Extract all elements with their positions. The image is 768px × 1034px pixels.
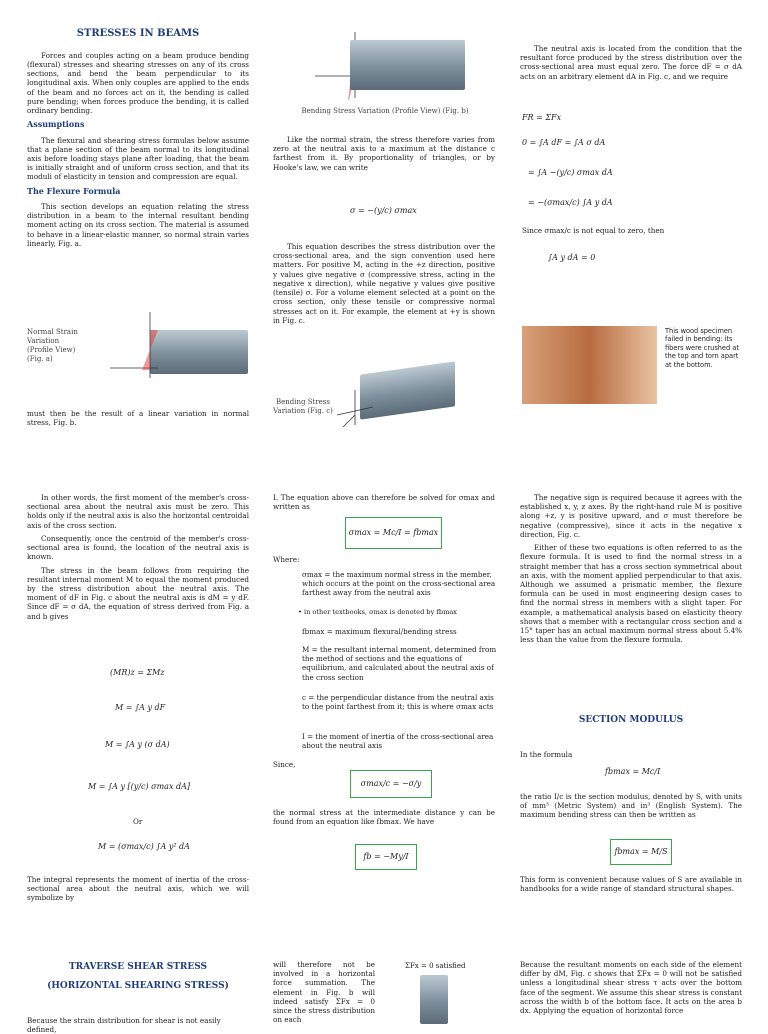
- section-modulus-heading: SECTION MODULUS: [578, 715, 684, 725]
- flexure-paragraph: This section develops an equation relating the stress distribution in a beam to the internal resultant bending moment acting on its cross section. The material is assumed to behave in a linear-elastic manner, so normal strain varies linearly, Fig. a.: [27, 201, 249, 248]
- intermediate-stress-paragraph: the normal stress at the intermediate distance y can be found from an equation like fbmax. We have: [273, 808, 495, 827]
- column-9: [520, 960, 742, 1019]
- moment-of-inertia-paragraph: The integral represents the moment of inertia of the cross-sectional area about the neutral axis, which we will symbolize by: [27, 875, 249, 903]
- column-2b: [273, 242, 495, 329]
- column-3: [520, 44, 742, 85]
- or-label: Or: [133, 817, 143, 826]
- fbmax-equation: fbmax = Mc/I: [605, 767, 661, 776]
- neutral-axis-paragraph: The neutral axis is located from the condition that the resultant force produced by the stress distribution over the cross-sectional area must equal zero. The force dF = σ dA acts on an arbitrary element dA in Fig. c, and we require: [520, 44, 742, 81]
- figure-a-beam: [150, 330, 248, 374]
- shear-stress-subheading: (HORIZONTAL SHEARING STRESS): [47, 981, 229, 991]
- first-moment-paragraph: In other words, the first moment of the member's cross-sectional area about the neutral axis must be zero. This holds only if the neutral axis is also the horizontal centroidal axis of the cross section.: [27, 493, 249, 530]
- section-modulus-box: fbmax = M/S: [610, 839, 672, 865]
- force-sum-equation: FR = ΣFx: [522, 113, 562, 122]
- stress-equation: σ = −(y/c) σmax: [350, 206, 417, 215]
- figure-c-axes: [335, 385, 375, 430]
- moment-integral-equation: M = ∫A y dF: [115, 703, 166, 712]
- sign-convention-paragraph: This equation describes the stress distribution over the cross-sectional area, and the sign convention used here matters. For positive M, acting in the +z direction, positive y values give negative σ (compressive stress, acting in the negative x direction), while negative y values give positive (tensile) σ. For a volume element selected at a point on the cross section, only these tensile or compressive normal stresses act on it. For example, the element at +y is shown in Fig. c.: [273, 242, 495, 325]
- definition-sigma-max: σmax = the maximum normal stress in the member, which occurs at the point on the cross-sectional area farthest away from the neutral axis: [302, 570, 496, 598]
- flexure-heading: The Flexure Formula: [27, 185, 121, 196]
- force-integral-equation: 0 = ∫A dF = ∫A σ dA: [522, 138, 606, 147]
- column-5: [273, 493, 495, 515]
- wood-specimen-photo: [522, 326, 657, 404]
- shear-stress-heading: TRAVERSE SHEAR STRESS: [68, 962, 208, 972]
- definition-fbmax: fbmax = maximum flexural/bending stress: [302, 627, 457, 636]
- wood-specimen-caption: This wood specimen failed in bending: its fibers were crushed at the top and torn apart at the bottom.: [665, 327, 739, 369]
- definition-c: c = the perpendicular distance from the neutral axis to the point farthest from it; this is where σmax acts: [302, 693, 494, 712]
- column-6c: [520, 875, 742, 897]
- flexure-formula-box: σmax = Mc/I = fbmax: [345, 517, 442, 549]
- since-label: Since,: [273, 760, 296, 769]
- column-6: [520, 493, 742, 649]
- moment-inertia-equation: M = (σmax/c) ∫A y² dA: [98, 842, 190, 851]
- figure-b-caption: Bending Stress Variation (Profile View) (Fig. b): [301, 107, 469, 115]
- shear-right-paragraph: Because the resultant moments on each side of the element differ by dM, Fig. c shows that ΣFx = 0 will not be satisfied unless a longitudinal shear stress τ acts over the bottom face of the segment. We assume this shear stress is constant across the width b of the bottom face. It acts on the area b dx. Applying the equation of horizontal force: [520, 960, 742, 1016]
- figure-a-strain-diagram: [110, 310, 160, 380]
- figure-a-followup: must then be the result of a linear variation in normal stress, Fig. b.: [27, 409, 249, 428]
- since-line: Since σmax/c is not equal to zero, then: [522, 226, 665, 235]
- column-4: [27, 493, 249, 625]
- where-label: Where:: [273, 555, 300, 564]
- column-4b: [27, 875, 249, 907]
- intro-paragraph: Forces and couples acting on a beam produce bending (flexural) stresses and shearing stresses on any of its cross sections, and bend the beam perpendicular to its longitudinal axis. When only couples are applied to the ends of the beam and no forces act on it, the bending is called pure bending; when forces produce the bending, it is called ordinary bending.: [27, 50, 249, 116]
- figure-b-beam: [350, 40, 465, 90]
- page-title: STRESSES IN BEAMS: [76, 28, 200, 39]
- column-5b: [273, 808, 495, 830]
- figure-a-caption: Normal Strain Variation (Profile View) (Fig. a): [27, 328, 78, 363]
- stress-variation-paragraph: Like the normal strain, the stress therefore varies from zero at the neutral axis to a maximum at the distance c farthest from it. By proportionality of triangles, or by Hooke's law, we can write: [273, 135, 495, 172]
- definition-m: M = the resultant internal moment, determined from the method of sections and the equations of equilibrium, and calculated about the neutral axis of the cross section: [302, 645, 497, 682]
- assumptions-paragraph: The flexural and shearing stress formulas below assume that a plane section of the beam normal to its longitudinal axis before loading stays plane after loading, that the beam is initially straight and of uniform cross section, and that its moduli of elasticity in tension and compression are equal.: [27, 135, 249, 182]
- in-the-formula-label: In the formula: [520, 750, 573, 759]
- sum-fx-label: ΣFx = 0 satisfied: [405, 962, 466, 970]
- moment-stress-equation: M = ∫A y (σ dA): [105, 740, 170, 749]
- definition-i: I = the moment of inertia of the cross-sectional area about the neutral axis: [302, 732, 494, 751]
- intermediate-stress-box: fb = −My/I: [355, 844, 417, 870]
- shear-element-figure: [420, 975, 448, 1024]
- moment-sum-equation: (MR)z = ΣMz: [110, 668, 165, 677]
- solve-paragraph: I. The equation above can therefore be solved for σmax and written as: [273, 493, 495, 512]
- section-modulus-paragraph: the ratio I/c is the section modulus, denoted by S, with units of mm³ (Metric System) and in³ (English System). The maximum bending stress can then be written as: [520, 792, 742, 820]
- shear-middle-text: will therefore not be involved in a horizontal force summation. The element in Fig. b will indeed satisfy ΣFx = 0 since the stress distribution on each: [273, 960, 375, 1025]
- negative-sign-paragraph: The negative sign is required because it agrees with the established x, y, z axes. By the right-hand rule M is positive along +z, y is positive upward, and σ must therefore be negative (compressive), since it acts in the negative x direction, Fig. c.: [520, 493, 742, 539]
- moment-substituted-equation: M = ∫A y [(y/c) σmax dA]: [88, 782, 191, 791]
- centroid-paragraph: Consequently, once the centroid of the member's cross-sectional area is found, the location of the neutral axis is known.: [27, 533, 249, 562]
- column-2: [273, 135, 495, 176]
- moment-paragraph: The stress in the beam follows from requiring the resultant internal moment M to equal the moment produced by the stress distribution about the neutral axis. The moment of dF in Fig. c about the neutral axis is dM = y dF. Since dF = σ dA, the equation of stress derived from Fig. a and b gives: [27, 565, 249, 621]
- ratio-box: σmax/c = −σ/y: [350, 770, 432, 798]
- force-substituted-equation: = ∫A −(y/c) σmax dA: [528, 168, 613, 177]
- column-1: [27, 28, 249, 252]
- figure-c-caption: Bending Stress Variation (Fig. c): [273, 398, 333, 415]
- handbook-paragraph: This form is convenient because values of S are available in handbooks for a wide range of standard structural shapes.: [520, 875, 742, 894]
- flexure-formula-paragraph: Either of these two equations is often referred to as the flexure formula. It is used to find the normal stress in a straight member that has a cross section symmetrical about an axis, with the moment applied perpendicular to that axis. Although we assumed a prismatic member, the flexure formula can be used in most engineering design cases to find the normal stress in members with a slight taper. For example, a mathematical analysis based on elasticity theory shows that a member with a rectangular cross section and a 15° taper has an actual maximum normal stress about 5.4% less than the value from the flexure formula.: [520, 543, 742, 645]
- definition-note: • in other textbooks, σmax is denoted by fbmax: [298, 608, 458, 616]
- assumptions-heading: Assumptions: [27, 119, 85, 130]
- shear-intro-text: Because the strain distribution for shear is not easily defined,: [27, 1016, 221, 1034]
- column-6b: [520, 792, 742, 824]
- force-factored-equation: = −(σmax/c) ∫A y dA: [528, 198, 613, 207]
- first-moment-equation: ∫A y dA = 0: [548, 253, 596, 262]
